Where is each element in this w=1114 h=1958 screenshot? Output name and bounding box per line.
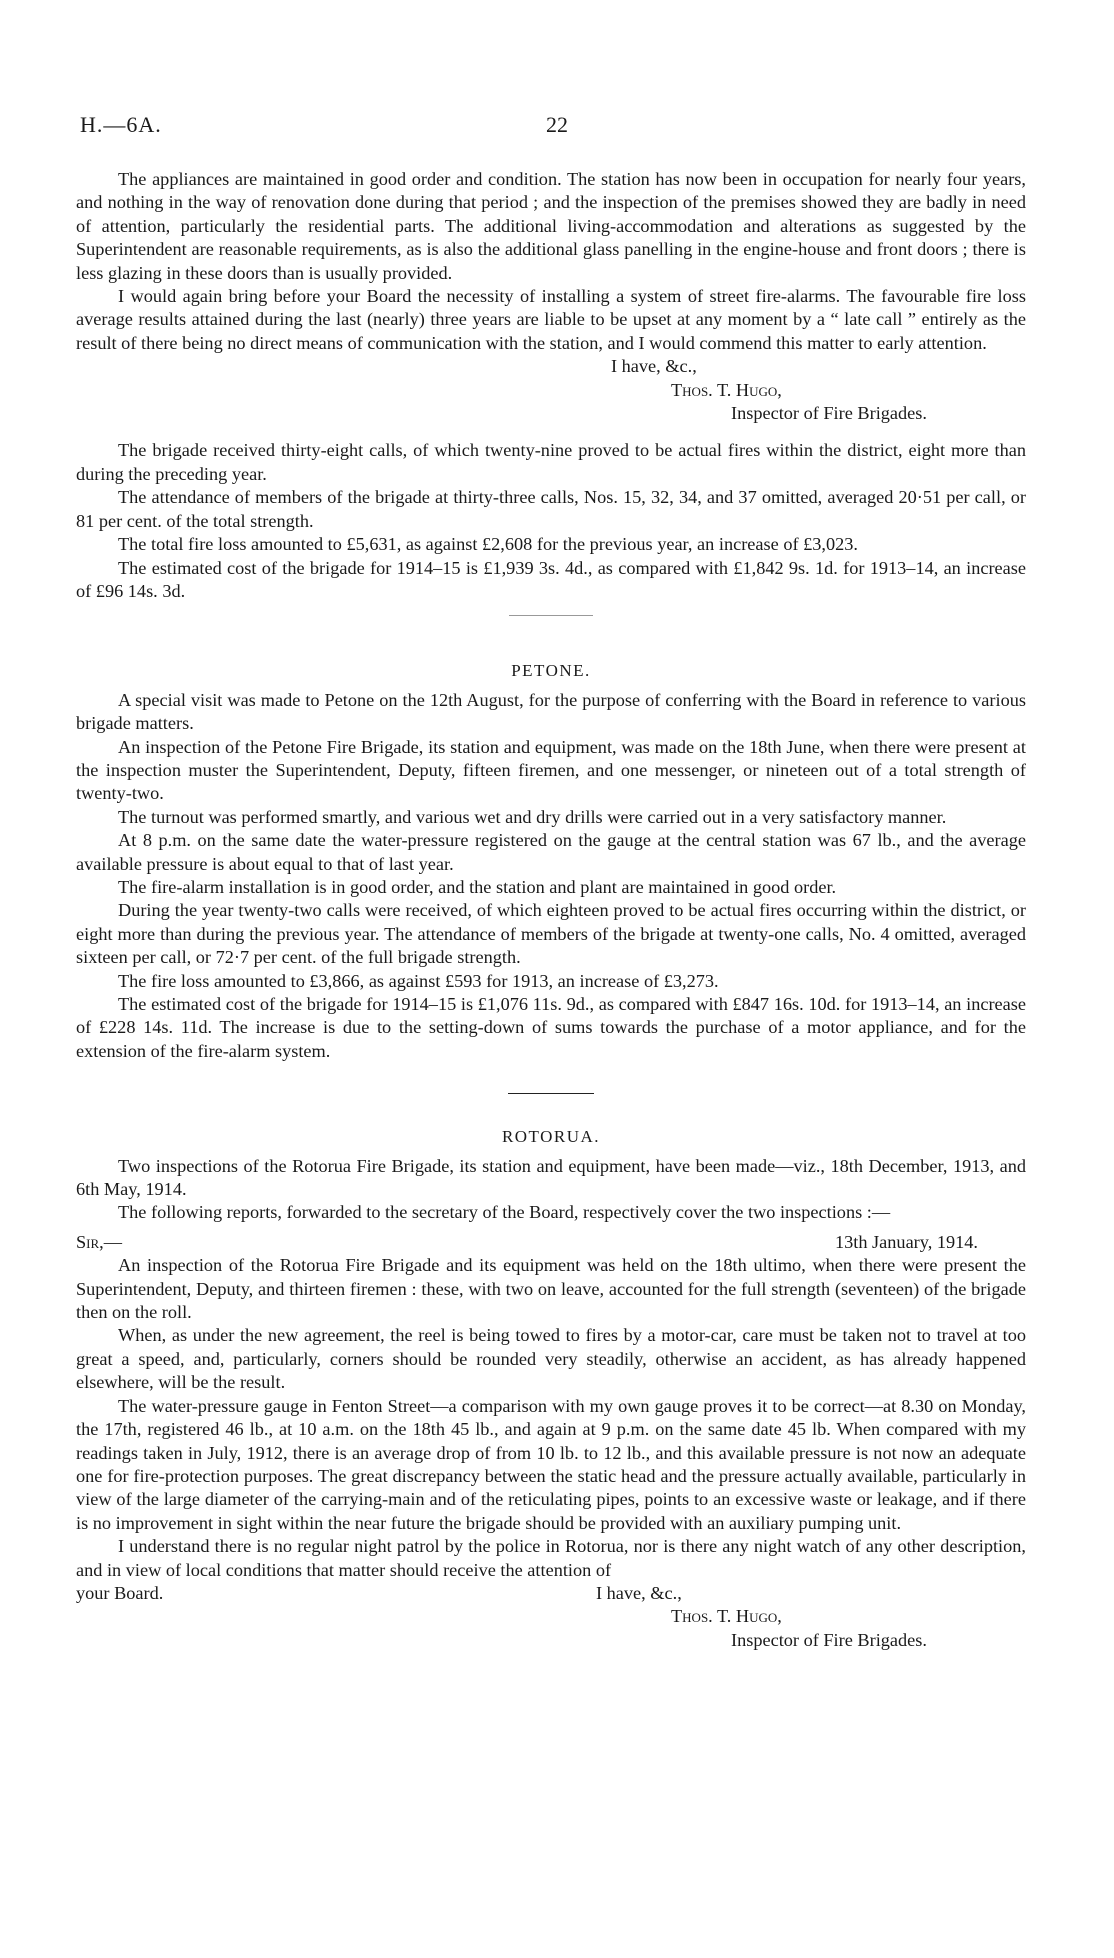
- signature-title: Inspector of Fire Brigades.: [731, 1629, 927, 1650]
- paragraph: When, as under the new agreement, the reel is being towed to fires by a motor-car, care must be taken not to travel at too great a speed, and, particularly, corners should be rounded very steadily, otherwise an accident, as has already happened elsewhere, will be the result.: [76, 1325, 1026, 1393]
- paragraph: The attendance of members of the brigade at thirty-three calls, Nos. 15, 32, 34, and 37 omitted, averaged 20·51 per call, or 81 per cent. of the total strength.: [76, 487, 1026, 531]
- paragraph: The appliances are maintained in good order and condition. The station has now been in occupation for nearly four years, and nothing in the way of renovation done during that period ; and the inspection of the premises showed they are badly in need of attention, particularly the residential parts. The additional living-accommodation and alterations as suggested by the Superintendent are reasonable requirements, as is also the additional glass panelling in the engine-house and front doors ; there is less glazing in these doors than is usually provided.: [76, 169, 1026, 283]
- paragraph: The brigade received thirty-eight calls, of which twenty-nine proved to be actual fires within the district, eight more than during the preceding year.: [76, 440, 1026, 484]
- paragraph: Two inspections of the Rotorua Fire Brigade, its station and equipment, have been made—viz., 18th December, 1913, and 6th May, 1914.: [76, 1155, 1026, 1200]
- signature-name: Thos. T. Hugo,: [671, 379, 782, 400]
- paragraph: During the year twenty-two calls were received, of which eighteen proved to be actual fires occurring within the district, or eight more than during the previous year. The attendance of members of the brigade at twenty-one calls, No. 4 omitted, averaged sixteen per call, or 72·7 per cent. of the full brigade strength.: [76, 900, 1026, 968]
- paragraph: The turnout was performed smartly, and various wet and dry drills were carried out in a very satisfactory manner.: [118, 806, 947, 827]
- signature-closing: I have, &c.,: [596, 1582, 682, 1603]
- signature-name: Thos. T. Hugo,: [671, 1606, 782, 1627]
- salutation: Sir,—: [76, 1231, 123, 1252]
- paragraph: The fire loss amounted to £3,866, as against £593 for 1913, an increase of £3,273.: [118, 970, 719, 991]
- document-body: [76, 168, 1026, 1652]
- letter-date: 13th January, 1914.: [834, 1231, 978, 1252]
- paragraph: The estimated cost of the brigade for 1914–15 is £1,939 3s. 4d., as compared with £1,842 9s. 1d. for 1913–14, an increase of £96 14s. 3d.: [76, 557, 1026, 601]
- paragraph: The following reports, forwarded to the secretary of the Board, respectively cover the two inspections :—: [118, 1202, 891, 1223]
- paragraph: The fire-alarm installation is in good order, and the station and plant are maintained in good order.: [118, 876, 837, 897]
- paragraph: The estimated cost of the brigade for 1914–15 is £1,076 11s. 9d., as compared with £847 16s. 10d. for 1913–14, an increase of £228 14s. 11d. The increase is due to the setting-down of sums towards the purchase of a motor appliance, and for the extension of the fire-alarm system.: [76, 994, 1026, 1061]
- letter-salutation-line: [76, 1231, 1026, 1254]
- paragraph: A special visit was made to Petone on the 12th August, for the purpose of conferring with the Board in reference to various brigade matters.: [76, 689, 1026, 734]
- paragraph-end: your Board.: [76, 1582, 164, 1603]
- section-heading-rotorua: ROTORUA.: [501, 1127, 601, 1147]
- paragraph: I would again bring before your Board the necessity of installing a system of street fire-alarms. The favourable fire loss average results attained during the last (nearly) three years are liable to be upset at any moment by a “ late call ” entirely as the result of there being no direct means of communication with the station, and I would commend this matter to early attention.: [76, 286, 1026, 353]
- paragraph: At 8 p.m. on the same date the water-pressure registered on the gauge at the central station was 67 lb., and the average available pressure is about equal to that of last year.: [76, 830, 1026, 874]
- section-heading-petone: PETONE.: [511, 661, 591, 681]
- report-reference: H.—6A.: [80, 112, 162, 137]
- section-divider: [76, 1063, 1026, 1125]
- paragraph: The water-pressure gauge in Fenton Street—a comparison with my own gauge proves it to be correct—at 8.30 on Monday, the 17th, registered 46 lb., at 10 a.m. on the 18th 45 lb., and again at 9 p.m. on the same date 45 lb. When compared with my readings taken in July, 1912, there is an average drop of from 10 lb. to 12 lb., and this available pressure is not now an adequate one for fire-protection purposes. The great discrepancy between the static head and the pressure actually available, particularly in view of the large diameter of the carrying-main and of the reticulating pipes, points to an excessive waste or leakage, and if there is no improvement in sight within the near future the brigade should be provided with an auxiliary pumping unit.: [76, 1395, 1026, 1533]
- closing-line: [76, 1582, 1026, 1605]
- paragraph: An inspection of the Rotorua Fire Brigade and its equipment was held on the 18th ultimo, when there were present the Superintendent, Deputy, and thirteen firemen : these, with two on leave, accounted for the full strength (seventeen) of the brigade then on the roll.: [76, 1255, 1026, 1323]
- section-divider: [76, 603, 1026, 659]
- page-number: 22: [546, 112, 568, 137]
- paragraph: An inspection of the Petone Fire Brigade, its station and equipment, was made on the 18th June, when there were present at the inspection muster the Superintendent, Deputy, fifteen firemen, and one messenger, or nineteen out of a total strength of twenty-two.: [76, 736, 1026, 804]
- spacer: [76, 425, 1026, 439]
- paragraph: I understand there is no regular night patrol by the police in Rotorua, nor is there any night watch of any other description, and in view of local conditions that matter should receive the attention of: [76, 1536, 1026, 1580]
- signature-closing: I have, &c.,: [611, 356, 697, 377]
- paragraph: The total fire loss amounted to £5,631, as against £2,608 for the previous year, an increase of £3,023.: [118, 534, 858, 555]
- signature-title: Inspector of Fire Brigades.: [731, 403, 927, 424]
